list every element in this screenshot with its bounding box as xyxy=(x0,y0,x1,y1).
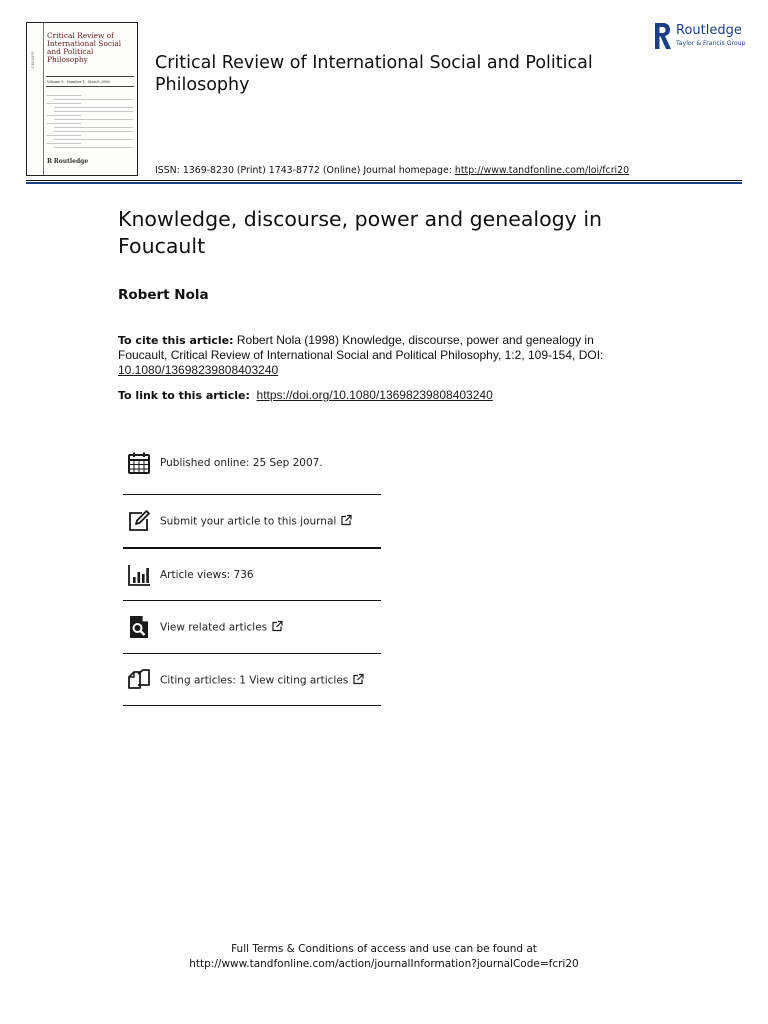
article-author: Robert Nola xyxy=(118,287,209,303)
cover-divider xyxy=(46,76,134,77)
journal-homepage-link[interactable]: http://www.tandfonline.com/loi/fcri20 xyxy=(454,165,630,176)
article-doi-link[interactable]: https://doi.org/10.1080/13698239808403240 xyxy=(256,388,493,402)
external-link-icon xyxy=(272,621,283,632)
citation-label: To cite this article: xyxy=(118,334,234,347)
terms-url[interactable]: http://www.tandfonline.com/action/journalInformation?journalCode=fcri20 xyxy=(189,958,579,970)
issn-line xyxy=(155,165,629,176)
bar-chart-icon xyxy=(127,563,151,587)
published-online-label: Published online: 25 Sep 2007. xyxy=(160,457,323,469)
cover-divider xyxy=(46,86,134,87)
article-views-label: Article views: 736 xyxy=(160,569,254,581)
citing-articles-link[interactable]: Citing articles: 1 View citing articles xyxy=(160,674,364,687)
header-divider xyxy=(26,180,742,181)
article-link-block xyxy=(118,388,638,403)
cover-issue: Volume 9 · Number 1 · March 2006 xyxy=(47,80,110,84)
citation-doi-link[interactable]: 10.1080/13698239808403240 xyxy=(118,363,279,377)
routledge-logo-icon xyxy=(654,22,672,50)
terms-text: Full Terms & Conditions of access and use can be found at xyxy=(231,943,537,955)
cover-contents xyxy=(47,95,133,151)
journal-title: Critical Review of International Social and Political Philosophy xyxy=(155,53,593,95)
calendar-icon xyxy=(127,451,151,475)
related-articles-link[interactable]: View related articles xyxy=(160,621,283,634)
search-document-icon xyxy=(127,615,151,639)
external-link-icon xyxy=(341,515,352,526)
external-link-icon xyxy=(353,674,364,685)
publisher-logo[interactable] xyxy=(654,22,754,52)
edit-icon xyxy=(127,509,151,533)
publisher-name: Routledge xyxy=(676,23,742,38)
submit-article-link[interactable]: Submit your article to this journal xyxy=(160,515,352,528)
terms-footer xyxy=(0,942,768,972)
citation-text: Robert Nola (1998) Knowledge, discourse, power and genealogy in Foucault, Critical Review of International Social and Political Philosophy, 1:2, 109-154, DOI: xyxy=(118,333,604,362)
cover-publisher: R Routledge xyxy=(47,158,89,165)
article-link-label: To link to this article: xyxy=(118,389,250,402)
header-accent-bar xyxy=(26,182,742,184)
info-divider xyxy=(123,705,381,706)
submit-article-row[interactable] xyxy=(123,495,381,547)
cover-title: Critical Review of International Social and Political Philosophy xyxy=(47,31,122,64)
citing-articles-row[interactable] xyxy=(123,654,381,706)
article-title: Knowledge, discourse, power and genealogy in Foucault xyxy=(118,207,603,258)
journal-cover xyxy=(26,22,138,176)
related-articles-row[interactable] xyxy=(123,601,381,653)
published-online-row xyxy=(123,437,381,489)
publisher-group: Taylor & Francis Group xyxy=(676,40,746,47)
article-views-row xyxy=(123,549,381,601)
citation-block xyxy=(118,333,618,378)
citing-icon xyxy=(127,668,151,692)
issn-text: ISSN: 1369-8230 (Print) 1743-8772 (Online) Journal homepage: xyxy=(155,165,455,176)
cover-spine: CRISPP xyxy=(27,23,44,175)
